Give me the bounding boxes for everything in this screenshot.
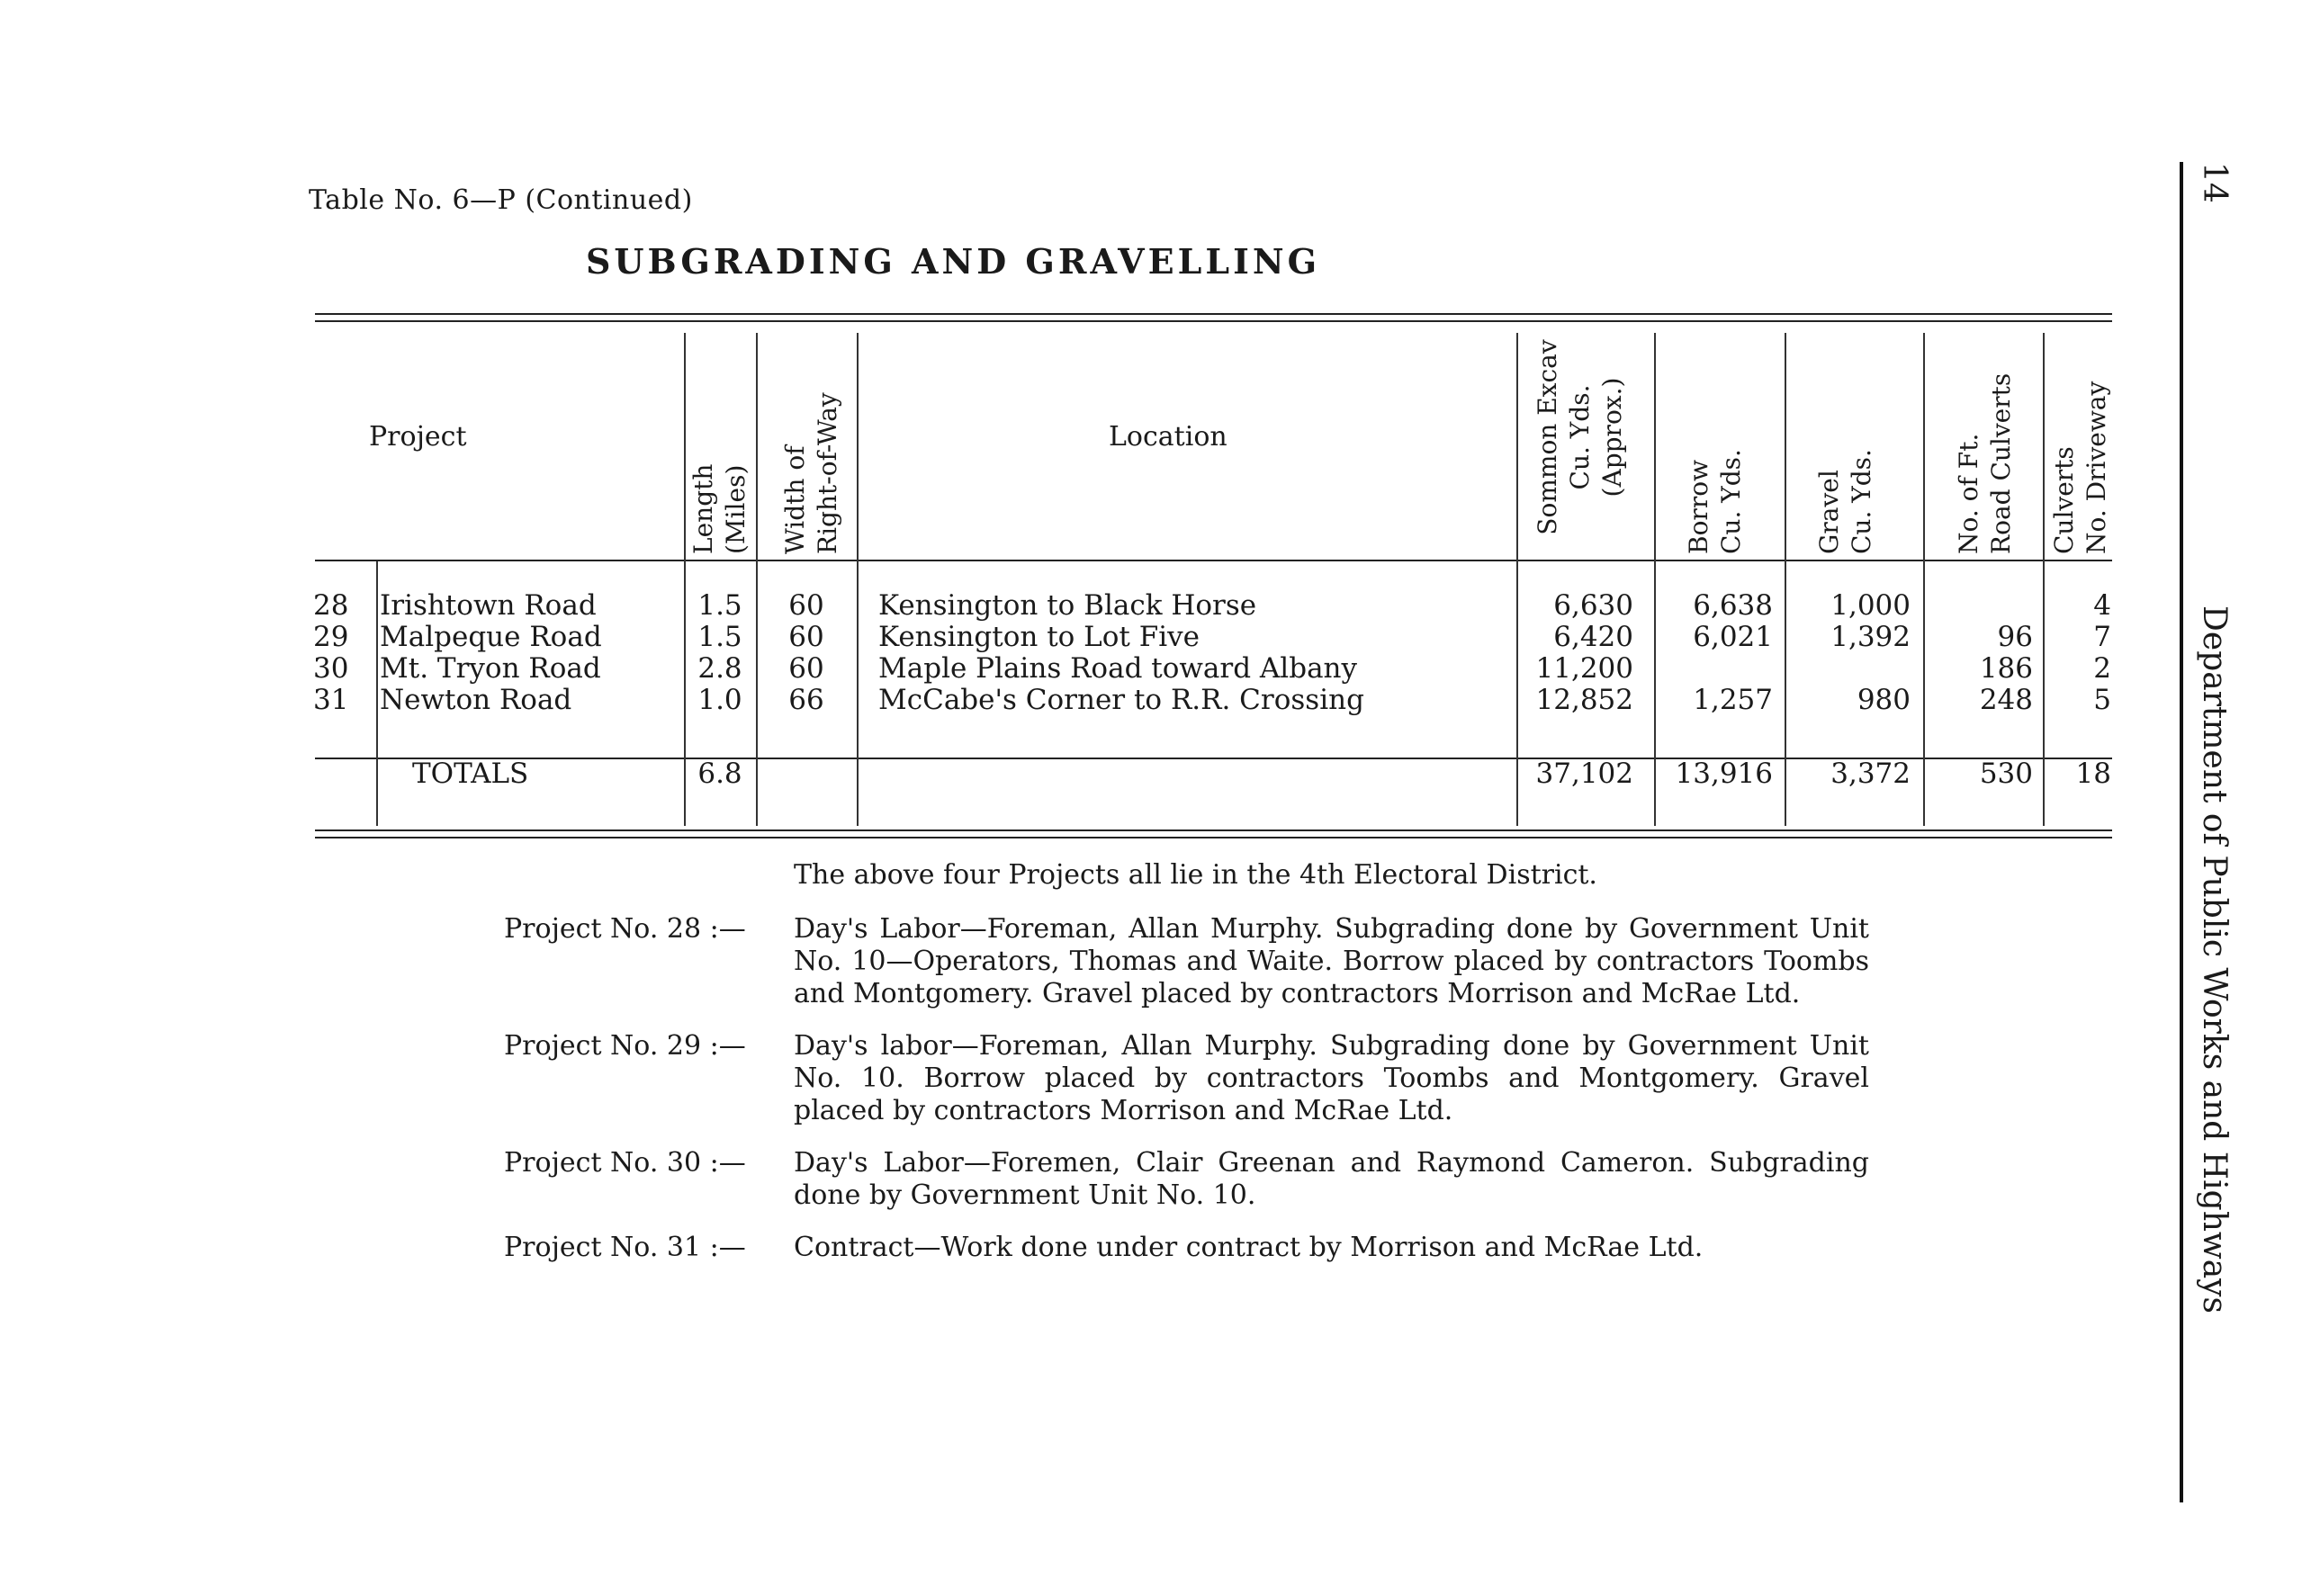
row-gravel: 980 xyxy=(1857,684,1911,716)
totals-excav: 37,102 xyxy=(1535,758,1633,790)
row-width: 60 xyxy=(788,589,824,622)
column-rule xyxy=(684,333,686,826)
department-name: Department of Public Works and Highways xyxy=(2196,605,2233,1314)
column-rule xyxy=(376,561,378,826)
row-borrow: 6,638 xyxy=(1693,589,1773,622)
column-rule xyxy=(756,333,758,826)
totals-road-culverts: 530 xyxy=(1979,758,2033,790)
notes-intro: The above four Projects all lie in the 4th Electoral District. xyxy=(794,859,1597,891)
column-rule xyxy=(1516,333,1518,826)
totals-gravel: 3,372 xyxy=(1830,758,1911,790)
totals-borrow: 13,916 xyxy=(1675,758,1773,790)
row-gravel: 1,392 xyxy=(1830,621,1911,653)
row-road-culverts: 96 xyxy=(1997,621,2033,653)
totals-length: 6.8 xyxy=(697,758,742,790)
header-common-excav: Sommon Excav Cu. Yds. (Approx.) xyxy=(1533,339,1627,535)
row-width: 60 xyxy=(788,621,824,653)
row-borrow: 6,021 xyxy=(1693,621,1773,653)
page-number: 14 xyxy=(2196,162,2233,203)
header-borrow: Borrow Cu. Yds. xyxy=(1684,449,1746,554)
row-length: 1.5 xyxy=(697,589,742,622)
page-title: SUBGRADING AND GRAVELLING xyxy=(585,241,1321,282)
project-note xyxy=(504,913,1908,1010)
note-text: Day's Labor—Foreman, Allan Murphy. Subgrading done by Government Unit No. 10—Operators, Thomas and Waite. Borrow placed by contractors Toombs and Montgomery. Gravel placed by contractors Morrison and McRae Ltd. xyxy=(794,913,1869,1009)
row-location: Maple Plains Road toward Albany xyxy=(878,652,1358,685)
table-bottom-rule xyxy=(315,829,2112,831)
row-road-culverts: 186 xyxy=(1979,652,2033,685)
row-driveway: 5 xyxy=(2093,684,2111,716)
row-excav: 12,852 xyxy=(1535,684,1633,716)
column-rule xyxy=(1923,333,1925,826)
row-excav: 6,630 xyxy=(1553,589,1633,622)
row-location: Kensington to Lot Five xyxy=(878,621,1200,653)
header-bottom-rule xyxy=(315,560,2112,561)
row-borrow: 1,257 xyxy=(1693,684,1773,716)
project-notes xyxy=(504,859,1908,1284)
column-rule xyxy=(2043,333,2045,826)
row-excav: 11,200 xyxy=(1535,652,1633,685)
table-bottom-rule-2 xyxy=(315,837,2112,838)
project-note xyxy=(504,1147,1908,1212)
row-project: Malpeque Road xyxy=(380,621,602,653)
row-driveway: 7 xyxy=(2093,621,2111,653)
header-location: Location xyxy=(1109,421,1227,453)
row-length: 1.0 xyxy=(697,684,742,716)
column-rule xyxy=(857,333,859,826)
row-number: 31 xyxy=(313,684,349,716)
note-text: Contract—Work done under contract by Morrison and McRae Ltd. xyxy=(794,1232,1704,1263)
row-length: 2.8 xyxy=(697,652,742,685)
note-label: Project No. 28 :— xyxy=(504,913,746,945)
project-note xyxy=(504,1030,1908,1127)
row-width: 66 xyxy=(788,684,824,716)
header-project: Project xyxy=(369,421,467,453)
header-road-culverts: No. of Ft. Road Culverts xyxy=(1954,372,2016,554)
row-width: 60 xyxy=(788,652,824,685)
column-rule xyxy=(1654,333,1656,826)
table-top-rule xyxy=(315,313,2112,315)
note-text: Day's labor—Foreman, Allan Murphy. Subgrading done by Government Unit No. 10. Borrow placed by contractors Toombs and Montgomery. Gravel placed by contractors Morrison and McRae Ltd. xyxy=(794,1030,1869,1126)
row-excav: 6,420 xyxy=(1553,621,1633,653)
header-driveway-culverts: Culverts No. Driveway xyxy=(2049,381,2111,554)
totals-label: TOTALS xyxy=(412,758,529,790)
row-gravel: 1,000 xyxy=(1830,589,1911,622)
row-project: Irishtown Road xyxy=(380,589,597,622)
row-number: 30 xyxy=(313,652,349,685)
row-driveway: 4 xyxy=(2093,589,2111,622)
row-length: 1.5 xyxy=(697,621,742,653)
note-text: Day's Labor—Foremen, Clair Greenan and Raymond Cameron. Subgrading done by Government Unit No. 10. xyxy=(794,1147,1869,1211)
row-number: 29 xyxy=(313,621,349,653)
row-project: Newton Road xyxy=(380,684,572,716)
row-driveway: 2 xyxy=(2093,652,2111,685)
row-number: 28 xyxy=(313,589,349,622)
note-label: Project No. 29 :— xyxy=(504,1030,746,1062)
row-road-culverts: 248 xyxy=(1979,684,2033,716)
row-location: Kensington to Black Horse xyxy=(878,589,1257,622)
row-project: Mt. Tryon Road xyxy=(380,652,601,685)
project-note xyxy=(504,1232,1908,1264)
row-location: McCabe's Corner to R.R. Crossing xyxy=(878,684,1364,716)
header-gravel: Gravel Cu. Yds. xyxy=(1814,449,1876,554)
note-label: Project No. 30 :— xyxy=(504,1147,746,1179)
table-caption: Table No. 6—P (Continued) xyxy=(309,184,693,216)
totals-driveway: 18 xyxy=(2075,758,2111,790)
header-width: Width of Right-of-Way xyxy=(780,392,842,554)
header-length: Length (Miles) xyxy=(688,463,751,554)
running-head xyxy=(2196,162,2233,1314)
page-edge-rule xyxy=(2180,162,2183,1502)
column-rule xyxy=(1785,333,1786,826)
note-label: Project No. 31 :— xyxy=(504,1232,746,1263)
table-top-rule-2 xyxy=(315,320,2112,322)
